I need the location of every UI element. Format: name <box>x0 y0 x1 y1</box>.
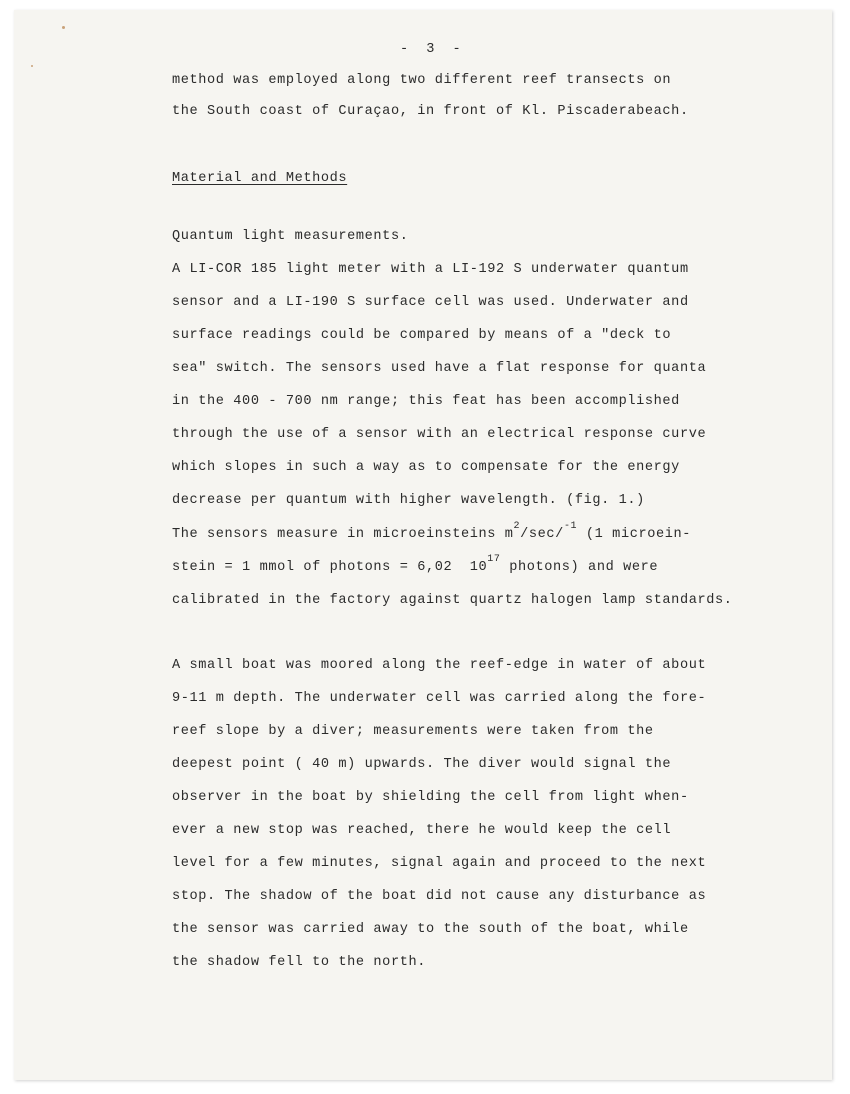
text-line: deepest point ( 40 m) upwards. The diver would signal the <box>172 757 672 772</box>
text-line: the shadow fell to the north. <box>172 955 426 970</box>
text-line: method was employed along two different reef transects on <box>172 73 672 88</box>
superscript: -1 <box>563 521 578 532</box>
text-line: level for a few minutes, signal again and proceed to the next <box>172 856 707 871</box>
text-line: the sensor was carried away to the south of the boat, while <box>172 922 689 937</box>
superscript: 17 <box>487 554 501 565</box>
paper-speck <box>62 26 65 29</box>
stein-text: photons) and were <box>500 560 659 575</box>
text-line: sea" switch. The sensors used have a flat response for quanta <box>172 361 707 376</box>
paper-speck <box>31 65 33 67</box>
text-line: decrease per quantum with higher wavelength. (fig. 1.) <box>172 493 645 508</box>
text-line: which slopes in such a way as to compensate for the energy <box>172 460 680 475</box>
text-line: calibrated in the factory against quartz halogen lamp standards. <box>172 593 733 608</box>
text-line: surface readings could be compared by means of a "deck to <box>172 328 672 343</box>
text-line: ever a new stop was reached, there he would keep the cell <box>172 823 672 838</box>
text-line: the South coast of Curaçao, in front of Kl. Piscaderabeach. <box>172 104 689 119</box>
stein-line <box>172 554 659 575</box>
text-line: sensor and a LI-190 S surface cell was used. Underwater and <box>172 295 689 310</box>
document-page <box>14 10 832 1080</box>
units-text: The sensors measure in microeinsteins m <box>172 527 514 542</box>
text-line: reef slope by a diver; measurements were taken from the <box>172 724 654 739</box>
text-line: 9-11 m depth. The underwater cell was carried along the fore- <box>172 691 707 706</box>
subheading: Quantum light measurements. <box>172 229 409 244</box>
text-line: stop. The shadow of the boat did not cause any disturbance as <box>172 889 707 904</box>
text-line: through the use of a sensor with an electrical response curve <box>172 427 707 442</box>
stein-text: stein = 1 mmol of photons = 6,02 10 <box>172 560 488 575</box>
section-heading: Material and Methods <box>172 171 348 186</box>
text-line: A LI-COR 185 light meter with a LI-192 S underwater quantum <box>172 262 689 277</box>
units-text: (1 microein- <box>577 527 692 542</box>
superscript: 2 <box>513 521 521 532</box>
units-text: /sec/ <box>520 527 564 542</box>
text-line: observer in the boat by shielding the cell from light when- <box>172 790 689 805</box>
page-number: - 3 - <box>400 42 462 57</box>
text-line: in the 400 - 700 nm range; this feat has been accomplished <box>172 394 680 409</box>
units-line <box>172 521 692 542</box>
text-line: A small boat was moored along the reef-edge in water of about <box>172 658 707 673</box>
